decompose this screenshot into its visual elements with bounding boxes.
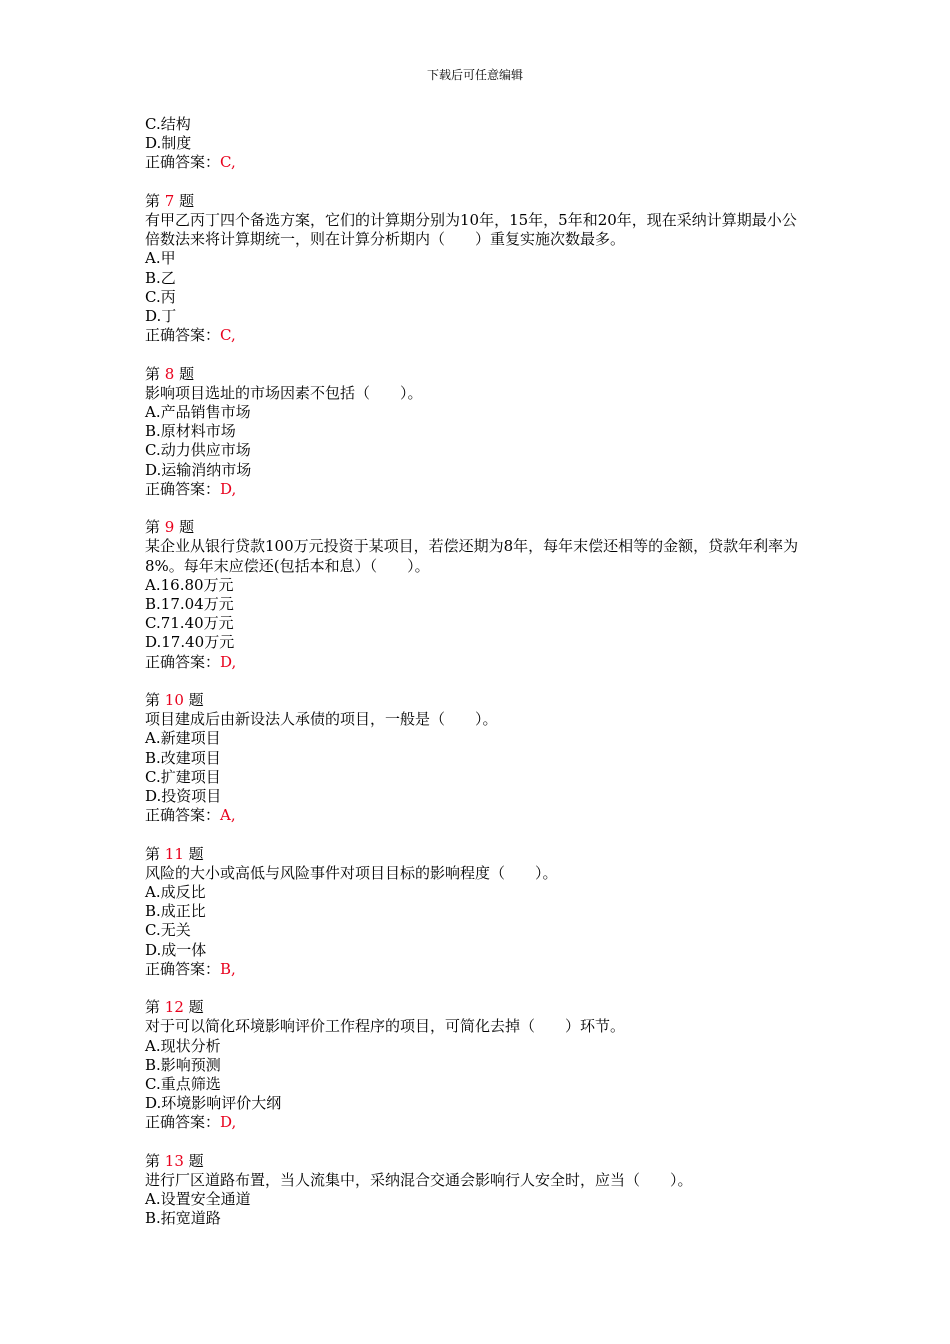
option: B.成正比 bbox=[145, 902, 206, 921]
question-suffix: 题 bbox=[188, 844, 204, 863]
option: D.环境影响评价大纲 bbox=[145, 1094, 282, 1113]
answer-label: 正确答案： bbox=[145, 326, 221, 345]
leading-block bbox=[145, 115, 805, 173]
option: A.现状分析 bbox=[145, 1036, 221, 1055]
question-suffix: 题 bbox=[179, 518, 195, 537]
answer-label: 正确答案： bbox=[145, 959, 221, 978]
answer-value: B, bbox=[220, 959, 236, 978]
option: C.71.40万元 bbox=[145, 614, 234, 633]
option: C.丙 bbox=[145, 287, 176, 306]
answer-value: D, bbox=[220, 652, 237, 671]
question-number: 7 bbox=[164, 191, 175, 210]
question-text: 有甲乙丙丁四个备选方案，它们的计算期分别为10年，15年，5年和20年，现在采纳计算期最小公倍数法来将计算期统一，则在计算分析期内（ ）重复实施次数最多。 bbox=[145, 211, 797, 249]
question-number: 9 bbox=[164, 518, 175, 537]
answer-value: C, bbox=[220, 153, 236, 172]
option: A.16.80万元 bbox=[145, 575, 234, 594]
option: A.设置安全通道 bbox=[145, 1190, 251, 1209]
question-number: 13 bbox=[164, 1151, 184, 1170]
question-number: 12 bbox=[164, 998, 184, 1017]
question-text: 进行厂区道路布置，当人流集中，采纳混合交通会影响行人安全时，应当（ ）。 bbox=[145, 1171, 693, 1190]
answer-line bbox=[145, 653, 805, 672]
question-block bbox=[145, 192, 805, 346]
answer-value: D, bbox=[220, 479, 237, 498]
question-prefix: 第 bbox=[145, 691, 161, 710]
question-heading bbox=[145, 845, 805, 864]
answer-label: 正确答案： bbox=[145, 806, 221, 825]
answer-line bbox=[145, 1113, 805, 1132]
option: C.无关 bbox=[145, 921, 191, 940]
answer-label: 正确答案： bbox=[145, 1113, 221, 1132]
question-text: 某企业从银行贷款100万元投资于某项目，若偿还期为8年，每年末偿还相等的金额，贷款年利率为8%。每年末应偿还(包括本和息）（ ）。 bbox=[145, 537, 799, 575]
option: B.乙 bbox=[145, 268, 176, 287]
question-heading bbox=[145, 518, 805, 537]
question-text: 影响项目选址的市场因素不包括（ ）。 bbox=[145, 383, 423, 402]
answer-line bbox=[145, 480, 805, 499]
option: A.产品销售市场 bbox=[145, 403, 251, 422]
option: A.甲 bbox=[145, 249, 176, 268]
question-heading bbox=[145, 192, 805, 211]
question-prefix: 第 bbox=[145, 998, 161, 1017]
question-heading bbox=[145, 691, 805, 710]
option: B.原材料市场 bbox=[145, 422, 236, 441]
answer-label: 正确答案： bbox=[145, 479, 221, 498]
option: D.运输消纳市场 bbox=[145, 460, 252, 479]
question-heading bbox=[145, 998, 805, 1017]
question-block bbox=[145, 691, 805, 825]
question-block bbox=[145, 365, 805, 499]
question-text: 项目建成后由新设法人承债的项目，一般是（ ）。 bbox=[145, 710, 498, 729]
question-suffix: 题 bbox=[179, 364, 195, 383]
option: C.重点筛选 bbox=[145, 1075, 221, 1094]
question-number: 8 bbox=[164, 364, 175, 383]
question-number: 11 bbox=[164, 844, 184, 863]
option: D.制度 bbox=[145, 134, 192, 153]
answer-line bbox=[145, 960, 805, 979]
option: D.丁 bbox=[145, 307, 177, 326]
question-prefix: 第 bbox=[145, 844, 161, 863]
answer-value: D, bbox=[220, 1113, 237, 1132]
option: B.17.04万元 bbox=[145, 595, 234, 614]
question-prefix: 第 bbox=[145, 191, 161, 210]
answer-line bbox=[145, 326, 805, 345]
question-list bbox=[145, 192, 805, 1229]
option: B.影响预测 bbox=[145, 1055, 221, 1074]
question-suffix: 题 bbox=[188, 691, 204, 710]
answer-label: 正确答案： bbox=[145, 153, 221, 172]
question-block bbox=[145, 518, 805, 672]
option: D.17.40万元 bbox=[145, 633, 235, 652]
question-suffix: 题 bbox=[188, 998, 204, 1017]
answer-label: 正确答案： bbox=[145, 652, 221, 671]
option: A.成反比 bbox=[145, 883, 206, 902]
page-header: 下载后可任意编辑 bbox=[426, 68, 523, 82]
question-text: 风险的大小或高低与风险事件对项目目标的影响程度（ ）。 bbox=[145, 863, 558, 882]
question-prefix: 第 bbox=[145, 1151, 161, 1170]
option: C.结构 bbox=[145, 115, 191, 133]
question-number: 10 bbox=[164, 691, 184, 710]
question-heading bbox=[145, 1152, 805, 1171]
option: C.扩建项目 bbox=[145, 767, 221, 786]
option: B.拓宽道路 bbox=[145, 1209, 221, 1228]
option: A.新建项目 bbox=[145, 729, 221, 748]
option: D.投资项目 bbox=[145, 787, 222, 806]
question-block bbox=[145, 998, 805, 1132]
option: D.成一体 bbox=[145, 940, 207, 959]
question-block bbox=[145, 845, 805, 979]
answer-value: A, bbox=[220, 806, 236, 825]
question-suffix: 题 bbox=[188, 1151, 204, 1170]
question-prefix: 第 bbox=[145, 518, 161, 537]
question-prefix: 第 bbox=[145, 364, 161, 383]
answer-line bbox=[145, 153, 805, 172]
question-suffix: 题 bbox=[179, 191, 195, 210]
answer-value: C, bbox=[220, 326, 236, 345]
document-body bbox=[145, 115, 805, 1248]
question-heading bbox=[145, 365, 805, 384]
answer-line bbox=[145, 806, 805, 825]
option: C.动力供应市场 bbox=[145, 441, 251, 460]
question-text: 对于可以简化环境影响评价工作程序的项目，可简化去掉（ ）环节。 bbox=[145, 1017, 626, 1036]
question-block bbox=[145, 1152, 805, 1229]
option: B.改建项目 bbox=[145, 748, 221, 767]
